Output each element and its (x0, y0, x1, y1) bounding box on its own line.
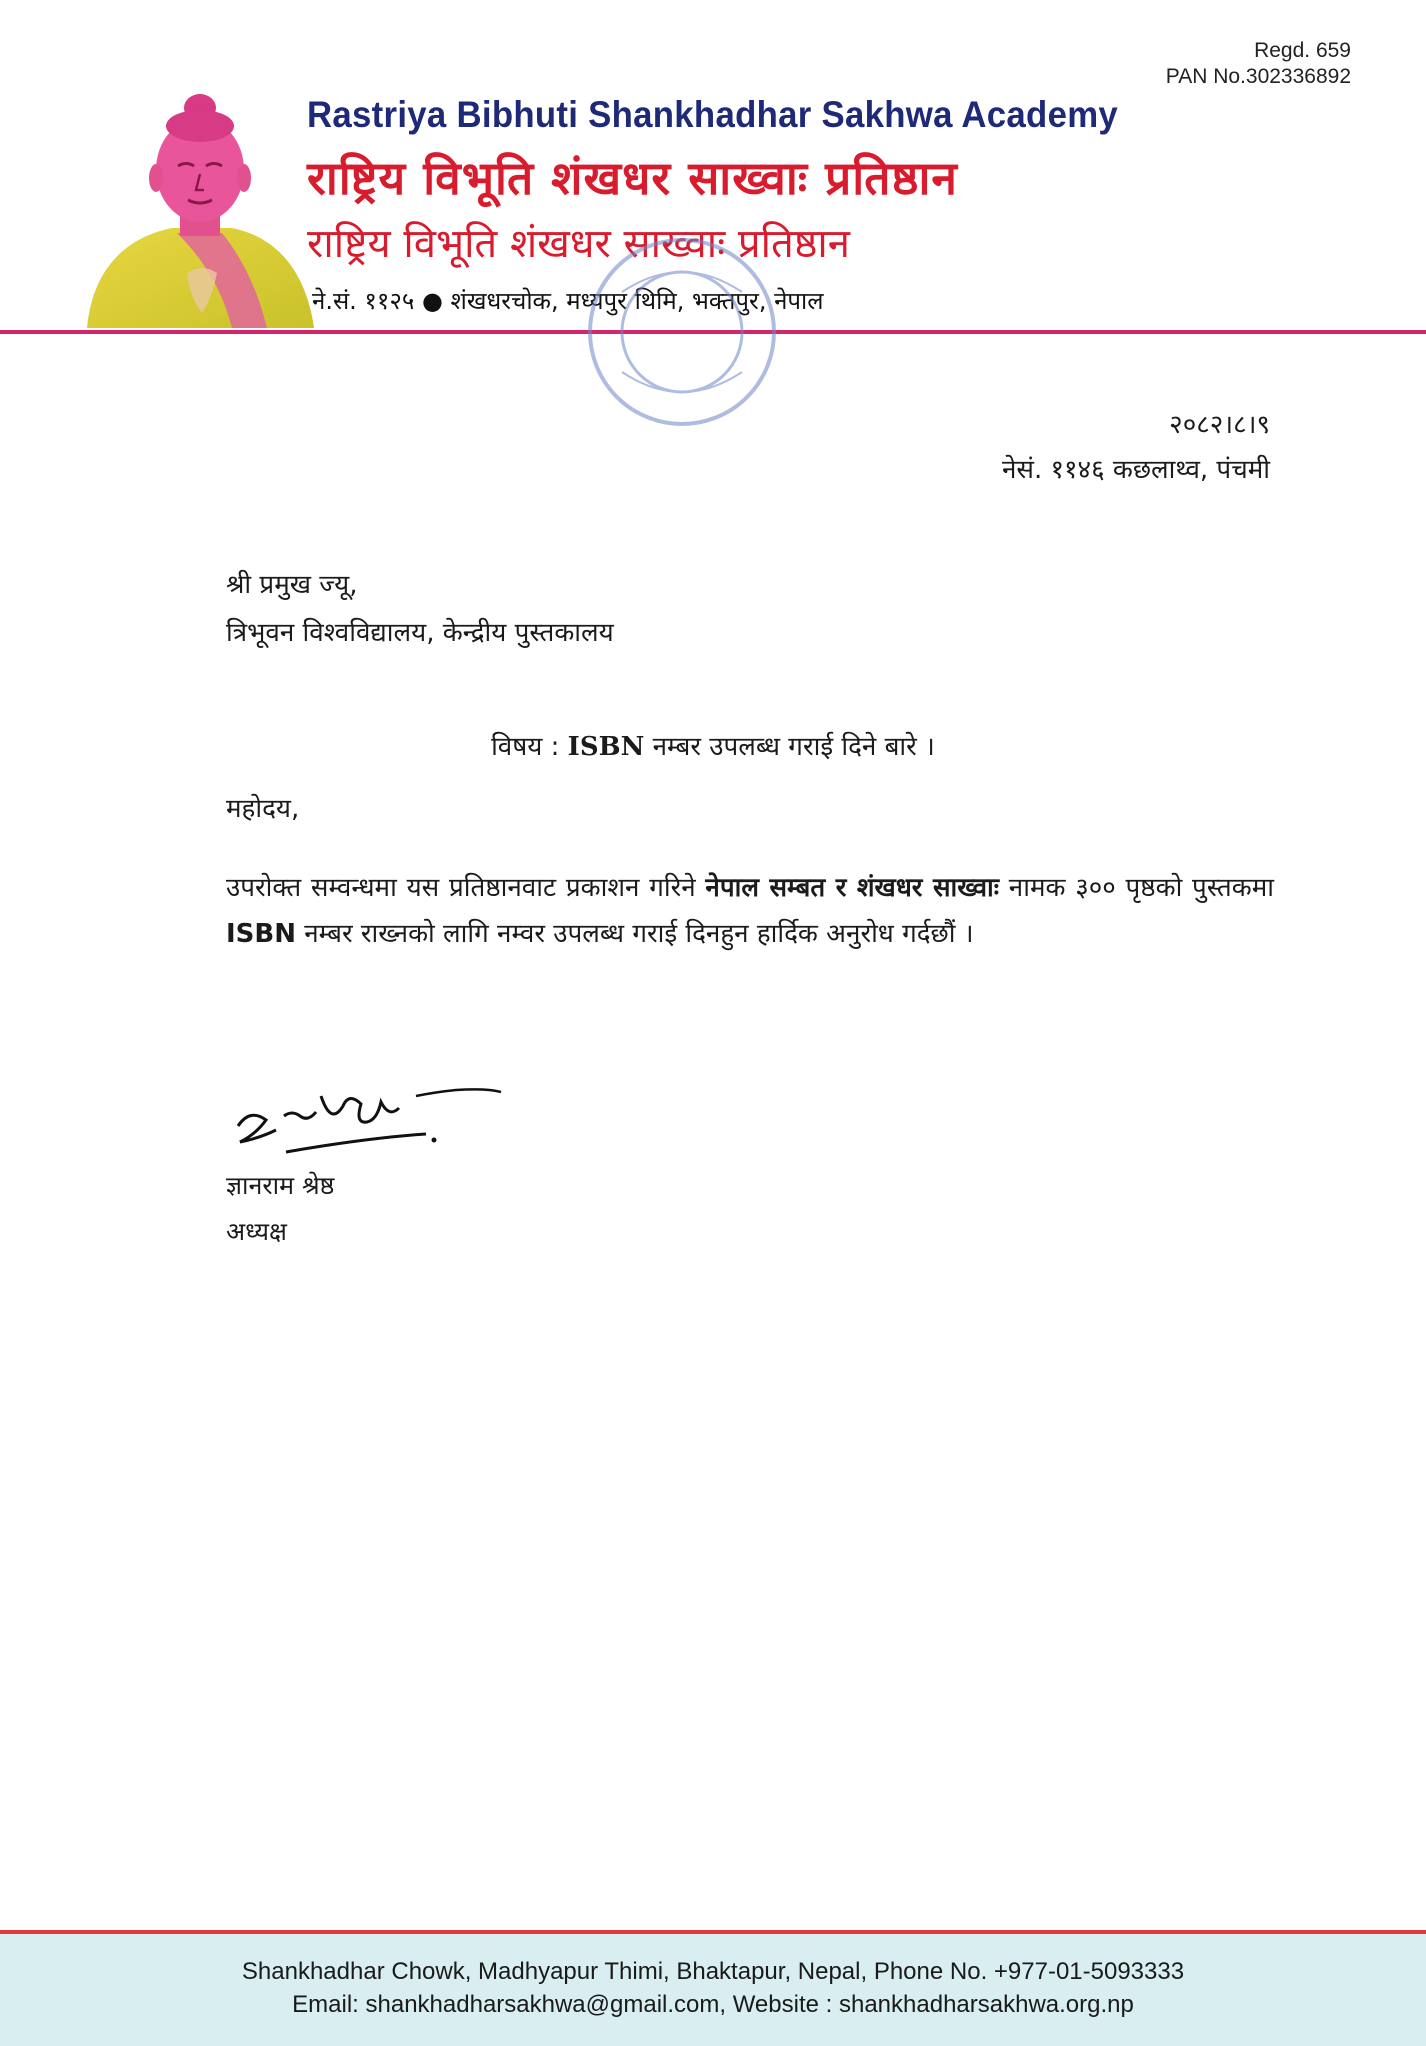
founder-portrait-logo (82, 88, 314, 328)
recipient-address (226, 561, 614, 657)
subject-text: नम्बर उपलब्ध गराई दिने बारे । (652, 732, 935, 762)
body-part-3: नम्बर राख्नको लागि नम्वर उपलब्ध गराई दिनहुन हार्दिक अनुरोध गर्दछौं । (304, 919, 974, 949)
regd-number: Regd. 659 (1254, 39, 1351, 62)
registration-info (1166, 38, 1351, 90)
salutation: महोदय, (226, 794, 300, 824)
handwritten-signature (226, 1066, 506, 1176)
academy-name-devanagari: राष्ट्रिय विभूति शंखधर साख्वाः प्रतिष्ठान (307, 221, 850, 267)
body-part-1: उपरोक्त सम्वन्धमा यस प्रतिष्ठानवाट प्रकाशन गरिने (226, 873, 696, 903)
body-isbn: ISBN (226, 919, 296, 949)
footer-divider (0, 1930, 1426, 1934)
signer-block (226, 1163, 334, 1255)
letterhead-address: ने.सं. ११२५ ● शंखधरचोक, मध्यपुर थिमि, भक्तपुर, नेपाल (312, 287, 824, 315)
signer-name: ज्ञानराम श्रेष्ठ (226, 1171, 335, 1200)
subject-label: विषय : (491, 732, 560, 762)
date-nepal-sambat: नेसं. ११४६ कछलाथ्व, पंचमी (1001, 455, 1270, 485)
academy-name-english: Rastriya Bibhuti Shankhadhar Sakhwa Academy (307, 94, 1119, 135)
recipient-line-1: श्री प्रमुख ज्यू, (226, 570, 358, 600)
footer-contact (0, 1955, 1426, 2021)
letter-body (226, 865, 1274, 957)
official-stamp-icon (582, 232, 782, 432)
body-part-2: नामक ३०० पृष्ठको पुस्तकमा (1008, 873, 1275, 903)
date-bikram-sambat: २०८२।८।९ (1169, 410, 1270, 440)
pan-number: PAN No.302336892 (1165, 65, 1351, 88)
letter-subject (0, 727, 1426, 763)
footer-address-phone: Shankhadhar Chowk, Madhyapur Thimi, Bhaktapur, Nepal, Phone No. +977-01-5093333 (241, 1958, 1185, 1985)
subject-isbn: ISBN (567, 732, 645, 762)
signer-title: अध्यक्ष (226, 1217, 287, 1246)
footer-email-website: Email: shankhadharsakhwa@gmail.com, Website : shankhadharsakhwa.org.np (292, 1991, 1134, 2018)
academy-name-ranjana: राष्ट्रिय विभूति शंखधर साख्वाः प्रतिष्ठान (307, 151, 958, 205)
book-title: नेपाल सम्बत र शंखधर साख्वाः (705, 873, 1000, 903)
letter-date (1002, 403, 1270, 493)
recipient-line-2: त्रिभूवन विश्वविद्यालय, केन्द्रीय पुस्तकालय (226, 618, 614, 648)
